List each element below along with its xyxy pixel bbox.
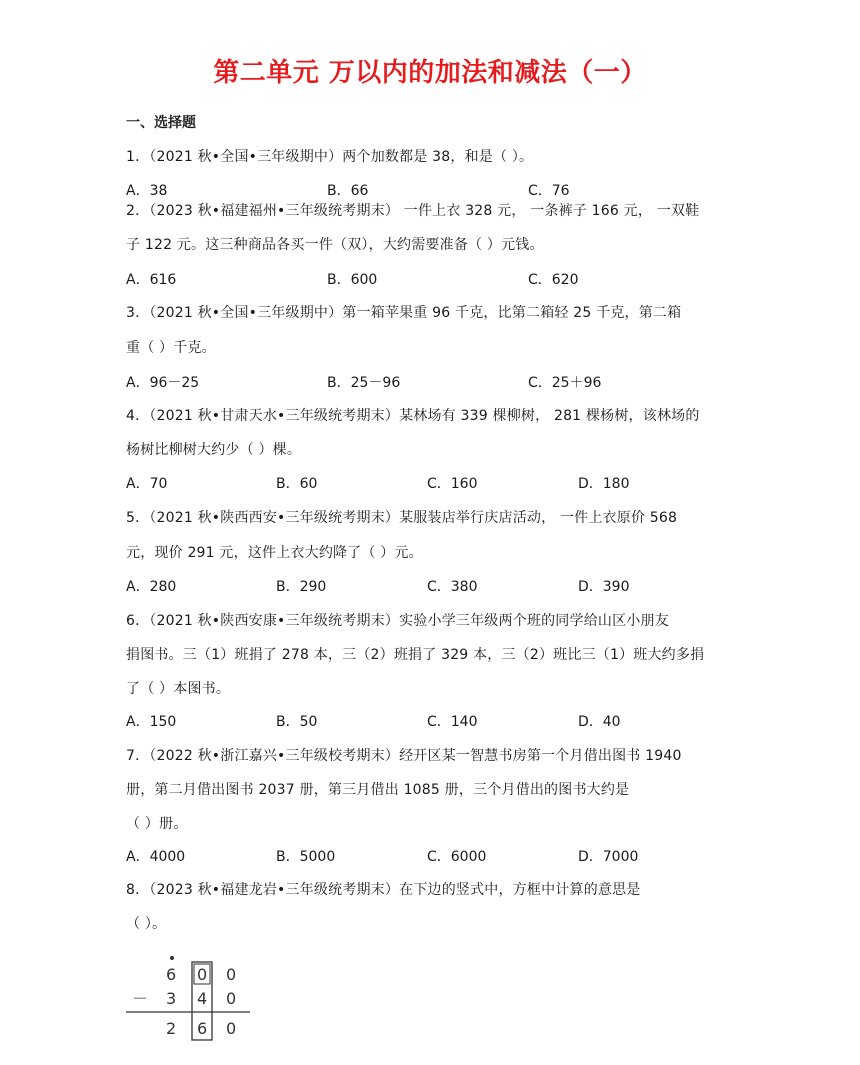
question-1-option-a[interactable]: A．38 bbox=[126, 183, 168, 199]
question-3-line-2: 重（ ）千克。 bbox=[126, 340, 216, 356]
minus-sign: － bbox=[132, 989, 149, 1008]
question-7-option-a[interactable]: A．4000 bbox=[126, 849, 186, 865]
row1-digit-tens: 0 bbox=[197, 965, 208, 984]
question-2-option-c[interactable]: C．620 bbox=[528, 272, 579, 288]
row2-digit-tens: 4 bbox=[197, 989, 208, 1008]
section-heading: 一、选择题 bbox=[126, 115, 196, 131]
question-1-option-b[interactable]: B．66 bbox=[327, 183, 369, 199]
question-7-option-b[interactable]: B．5000 bbox=[276, 849, 336, 865]
question-4-option-a[interactable]: A．70 bbox=[126, 476, 168, 492]
question-3-option-a[interactable]: A．96－25 bbox=[126, 375, 200, 391]
question-8-line-2: （ ）。 bbox=[126, 916, 167, 932]
question-4-option-d[interactable]: D．180 bbox=[578, 476, 630, 492]
row2-digit-ones: 0 bbox=[226, 989, 237, 1008]
question-7-line-1: 7．（2022 秋•浙江嘉兴•三年级校考期末）经开区某一智慧书房第一个月借出图书 1940 bbox=[126, 748, 682, 764]
question-7-line-2: 册，第二月借出图书 2037 册，第三月借出 1085 册，三个月借出的图书大约是 bbox=[126, 782, 630, 798]
question-2-option-a[interactable]: A．616 bbox=[126, 272, 177, 288]
question-6-line-1: 6．（2021 秋•陕西安康•三年级统考期末）实验小学三年级两个班的同学给山区小朋友 bbox=[126, 613, 669, 629]
question-8-line-1: 8．（2023 秋•福建龙岩•三年级统考期末）在下边的竖式中，方框中计算的意思是 bbox=[126, 882, 641, 898]
vertical-subtraction-figure bbox=[124, 950, 254, 1042]
question-2-line-1: 2．（2023 秋•福建福州•三年级统考期末） 一件上衣 328 元， 一条裤子 166 元， 一双鞋 bbox=[126, 203, 700, 219]
question-7-option-c[interactable]: C．6000 bbox=[427, 849, 487, 865]
question-5-option-a[interactable]: A．280 bbox=[126, 579, 177, 595]
question-4-line-2: 杨树比柳树大约少（ ）棵。 bbox=[126, 442, 302, 458]
row1-digit-hundreds: 6 bbox=[166, 965, 177, 984]
question-4-option-c[interactable]: C．160 bbox=[427, 476, 478, 492]
question-3-option-b[interactable]: B．25－96 bbox=[327, 375, 401, 391]
page-title: 第二单元 万以内的加法和减法（一） bbox=[213, 58, 647, 88]
question-5-option-d[interactable]: D．390 bbox=[578, 579, 630, 595]
question-6-option-a[interactable]: A．150 bbox=[126, 714, 177, 730]
question-7-line-3: （ ）册。 bbox=[126, 816, 188, 832]
question-4-option-b[interactable]: B．60 bbox=[276, 476, 318, 492]
question-5-line-1: 5．（2021 秋•陕西西安•三年级统考期末）某服装店举行庆店活动， 一件上衣原价 568 bbox=[126, 510, 678, 526]
row3-digit-tens: 6 bbox=[197, 1019, 208, 1038]
question-4-line-1: 4．（2021 秋•甘肃天水•三年级统考期末）某林场有 339 棵柳树， 281 棵杨树，该林场的 bbox=[126, 408, 700, 424]
question-6-option-b[interactable]: B．50 bbox=[276, 714, 318, 730]
row3-digit-hundreds: 2 bbox=[166, 1019, 177, 1038]
question-3-line-1: 3．（2021 秋•全国•三年级期中）第一箱苹果重 96 千克，比第二箱轻 25 千克，第二箱 bbox=[126, 305, 682, 321]
question-6-option-d[interactable]: D．40 bbox=[578, 714, 621, 730]
question-6-line-3: 了（ ）本图书。 bbox=[126, 681, 231, 697]
question-6-line-2: 捐图书。三（1）班捐了 278 本，三（2）班捐了 329 本，三（2）班比三（1）班大约多捐 bbox=[126, 647, 705, 663]
question-5-line-2: 元，现价 291 元，这件上衣大约降了（ ）元。 bbox=[126, 545, 423, 561]
question-2-line-2: 子 122 元。这三种商品各买一件（双），大约需要准备（ ）元钱。 bbox=[126, 237, 544, 253]
row1-digit-ones: 0 bbox=[226, 965, 237, 984]
question-3-option-c[interactable]: C．25＋96 bbox=[528, 375, 602, 391]
question-1-line-1: 1．（2021 秋•全国•三年级期中）两个加数都是 38，和是（ ）。 bbox=[126, 149, 534, 165]
row2-digit-hundreds: 3 bbox=[166, 989, 177, 1008]
question-2-option-b[interactable]: B．600 bbox=[327, 272, 378, 288]
question-1-option-c[interactable]: C．76 bbox=[528, 183, 570, 199]
borrow-dot bbox=[170, 956, 174, 960]
row3-digit-ones: 0 bbox=[226, 1019, 237, 1038]
question-6-option-c[interactable]: C．140 bbox=[427, 714, 478, 730]
question-5-option-c[interactable]: C．380 bbox=[427, 579, 478, 595]
question-7-option-d[interactable]: D．7000 bbox=[578, 849, 639, 865]
question-5-option-b[interactable]: B．290 bbox=[276, 579, 327, 595]
